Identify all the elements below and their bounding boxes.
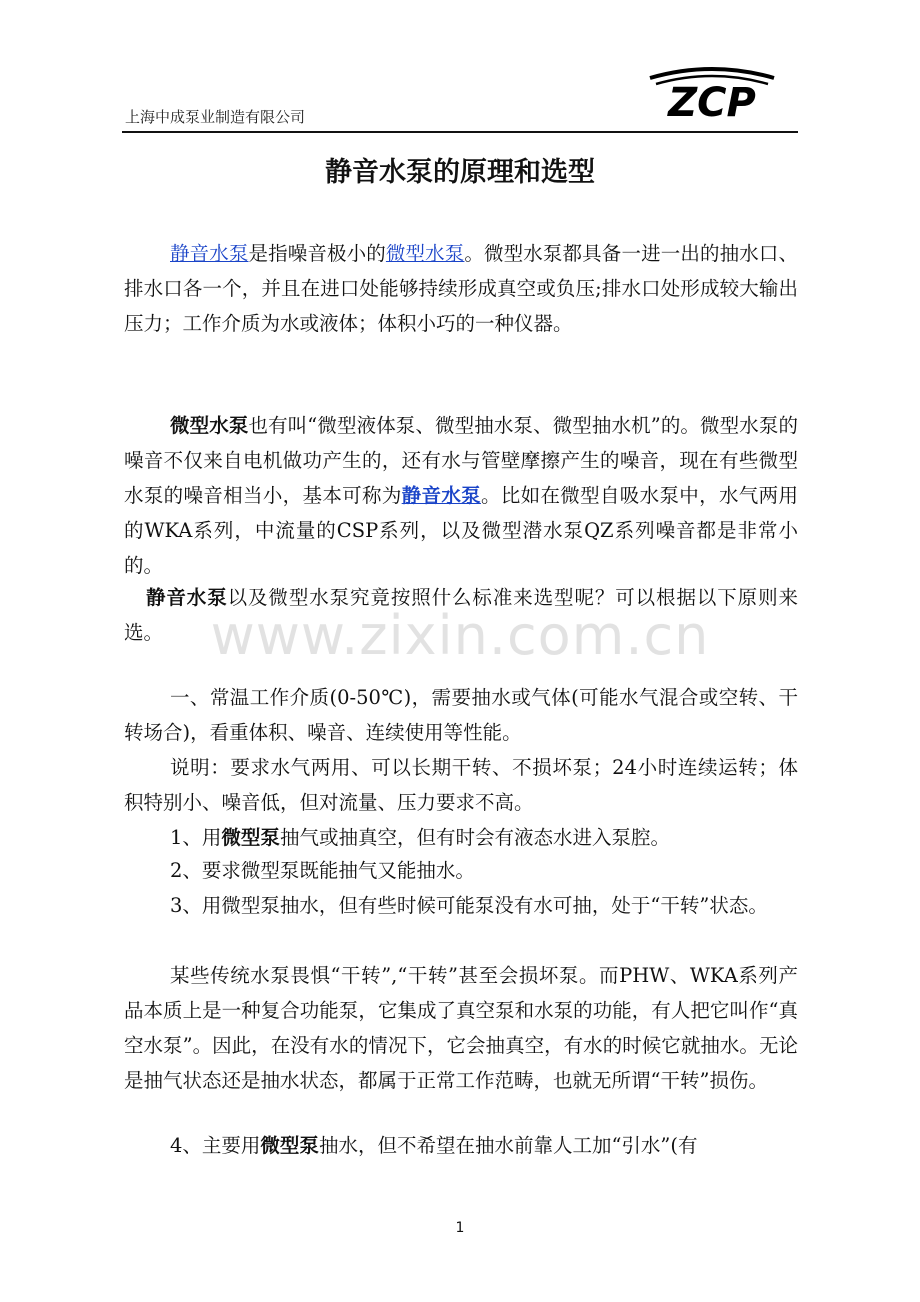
paragraph-8: 3、用微型泵抽水，但有些时候可能泵没有水可抽，处于“干转”状态。 xyxy=(170,894,768,917)
paragraph-2-text-a: 也有叫“微型液体泵、微型抽水泵、微型抽水机”的。微型水泵的噪音不仅来自电机做功产生的，还有水与管壁摩擦产生的噪音，现在有些微型水泵的噪音相当小，基本可称为 xyxy=(124,414,798,507)
bold-weixing-shuibeng: 微型水泵 xyxy=(170,414,249,437)
paragraph-5: 说明：要求水气两用、可以长期干转、不损坏泵；24小时连续运转；体积特别小、噪音低，但对流量、压力要求不高。 xyxy=(124,756,798,814)
paragraph-10-post: 抽水，但不希望在抽水前靠人工加“引水”(有 xyxy=(318,1134,698,1157)
zcp-logo xyxy=(636,62,788,124)
logo-text: ZCP xyxy=(668,80,756,124)
paragraph-1-text-b: 。微型水泵都具备一进一出的抽水口、排水口各一个，并且在进口处能够持续形成真空或负压;排水口处形成较大输出压力；工作介质为水或液体；体积小巧的一种仪器。 xyxy=(124,242,798,335)
paragraph-3-text: 以及微型水泵究竟按照什么标准来选型呢？可以根据以下原则来选。 xyxy=(124,586,798,644)
link-weixing-shuibeng[interactable]: 微型水泵 xyxy=(385,242,465,265)
paragraph-9: 某些传统水泵畏惧“干转”,“干转”甚至会损坏泵。而PHW、WKA系列产品本质上是一种复合功能泵，它集成了真空泵和水泵的功能，有人把它叫作“真空水泵”。因此，在没有水的情况下，它会抽真空，有水的时候它就抽水。无论是抽气状态还是抽水状态，都属于正常工作范畴，也就无所谓“干转”损伤。 xyxy=(124,964,798,1092)
paragraph-6-pre: 1、用 xyxy=(170,826,222,849)
page-title: 静音水泵的原理和选型 xyxy=(325,157,595,188)
page-number: 1 xyxy=(455,1220,465,1236)
paragraph-4: 一、常温工作介质(0-50℃)，需要抽水或气体(可能水气混合或空转、干转场合)，看重体积、噪音、连续使用等性能。 xyxy=(124,686,798,744)
paragraph-2 xyxy=(124,408,798,583)
watermark: www.zixin.com.cn xyxy=(210,604,710,667)
link-jingyin-shuibeng-2[interactable]: 静音水泵 xyxy=(401,484,481,507)
paragraph-10-pre: 4、主要用 xyxy=(170,1134,261,1157)
paragraph-6-post: 抽气或抽真空，但有时会有液态水进入泵腔。 xyxy=(279,826,670,849)
bold-weixingbeng: 微型泵 xyxy=(221,826,280,849)
paragraph-1 xyxy=(124,236,798,341)
paragraph-10 xyxy=(124,1128,798,1163)
header-company: 上海中成泵业制造有限公司 xyxy=(125,108,306,126)
paragraph-7: 2、要求微型泵既能抽气又能抽水。 xyxy=(170,859,475,882)
paragraph-3 xyxy=(124,580,798,650)
paragraph-2-text-b: 。比如在微型自吸水泵中，水气两用的WKA系列，中流量的CSP系列，以及微型潜水泵QZ系列噪音都是非常小的。 xyxy=(124,484,798,577)
bold-weixingbeng-2: 微型泵 xyxy=(260,1134,319,1157)
paragraph-1-text-a: 是指噪音极小的 xyxy=(248,242,386,265)
link-jingyin-shuibeng[interactable]: 静音水泵 xyxy=(170,242,249,265)
bold-jingyin-shuibeng: 静音水泵 xyxy=(146,586,228,609)
header-rule xyxy=(122,131,798,133)
paragraph-6 xyxy=(124,820,798,855)
